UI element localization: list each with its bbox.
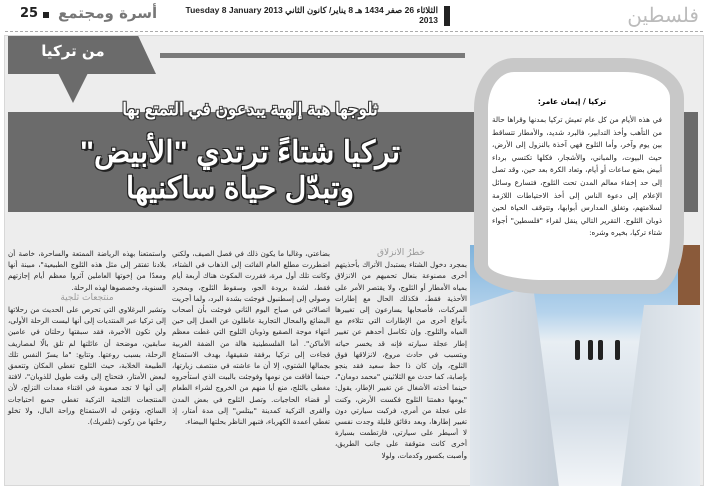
person-figure (598, 340, 603, 360)
person-figure (575, 340, 580, 360)
section-name: أسرة ومجتمع (58, 4, 158, 22)
person-figure (615, 340, 620, 360)
subtitle: ثلوجها هبة إلهية يبدعون في التمتع بها (122, 100, 378, 119)
issue-date: الثلاثاء 26 صفر 1434 هـ 8 يناير/ كانون الثاني 2013 Tuesday 8 January 2013 (185, 5, 438, 25)
rule-line (160, 53, 465, 58)
intro-text: في هذه الأيام من كل عام تعيش تركيا بمدنها وقراها حالة من التأهب وأخذ التدابير، فالبرد شديد، والأمطار تتساقط بين يوم وآخر، وأما الثلوج فهي آخذة بالنزول إلى الأرض، حيث البيوت، والمباني، والأشجار، فكلها تكتسي برداء أبيض بضع ساعات أو أيام، وتعاد الكرة بعد حين، وقد تصل إلى حد إخفاء معالم المدن تحت الثلوج، فتسارع وسائل الإعلام إلى دعوة الناس إلى أخذ الاحتياطات اللازمة لسلامتهم، وتغلق المدارس أبوابها، وتتوقف الحياة لحين ذوبان الثلوج. التقرير التالي ينقل لقراء "فلسطين" أجواء شتاء تركيا، بخيره وشره: (492, 115, 662, 238)
masthead (0, 0, 707, 30)
kicker: من تركيا (41, 42, 105, 60)
column-text: واستمتعنا بهذه الرياضة الممتعة والساحرة، خاصة أن بلادنا تفتقر إلى مثل هذه الثلوج الطبيعية"، مبينة أنها ومعدًا من إخوتها العاملين آثروا معظم أيام إجازتهم السنوية، وخصصوها لهذه الرحلة. (8, 249, 166, 292)
header-divider (5, 31, 703, 32)
snow-bank-right (620, 305, 700, 486)
page-number: 25 (20, 6, 39, 21)
article-column-1 (335, 248, 467, 461)
square-bullet-icon (43, 12, 49, 18)
headline-line-1: تركيا شتاءً ترتدي "الأبيض" (79, 136, 401, 169)
column-text: بضاعتي، وغالبا ما يكون ذلك في فصل الصيف، ولكني اضطررت مطلع العام الفائت إلى الذهاب في الشتاء، وكانت تلك أول مرة، فقررت المكوث هناك أربعة أيام فقط، لشدة برودة الجو، وسقوط الثلوج، وبمجرد وصولي إلى إسطنبول فوجئت بشدة البرد، ولما أجريت اتصالاتي في صباح اليوم الثاني فوجئت بأن أصحاب البضائع والمحال التجارية عاطلون عن العمل إلى حين انتهاء موجة الصقيع وذوبان الثلوج التي غطت معظم الأماكن". أما الفلسطينية هالة من الضفة الغربية فجاءت إلى تركيا برفقة شقيقها، بهدف الاستمتاع بجمالها الشتوي، إلا أن ما عاشته في منتصف زيارتها، حينما أفاقت من نومها وفوجئت بالبيت الذي استأجروه مغطى بالثلج، منع أيا منهم من الخروج لشراء الطعام أو قضاء الحاجيات. وتصل الثلوج في بعض المدن والقرى التركية كمدينة "بيتلس" إلى مدة أمتار، إذ تغطي أعمدة الكهرباء، فتبهر الناظر بحلتها البيضاء. (172, 249, 330, 427)
column-text: وتشير البرغلاوي التي تحرص على الحديث من رحلاتها إلى تركيا عبر المنتديات إلى أنها ليست الرحلة الأولى، ولن تكون الأخيرة، فقد سبقتها رحلتان في عامين سابقين، موضحة أن عائلتها لم تلق بالًا لمصاريف الرحلة، بسبب روعتها. وتتابع: "ما يسرّ النفس تلك الطبيعة الخلابة، حيث الثلوج تغطي المكان وتتعمق لبعض الأمتار، فتحتاج إلى وقت طويل للذوبان"، لافتة إلى أنها لا تجد صعوبة في اقتناء معدات التزلج، لأن المنتجعات الثلجية التركية تغطي جميع احتياجات السائح، وتؤمن له الاستمتاع وراحة البال، ولا تخلو رحلتها من ركوب (تلفريك). (8, 305, 166, 427)
article-column-2 (172, 248, 330, 427)
column-heading: خطرُ الانزلاق (377, 248, 425, 258)
snow-bank-left (470, 285, 560, 486)
byline: تركيا / إيمان عامر: (537, 97, 607, 106)
newspaper-logo: فلسطين (627, 3, 699, 27)
column-heading: منتجعات ثلجية (60, 292, 114, 303)
divider-bar (444, 6, 450, 26)
person-figure (588, 340, 593, 360)
column-text: بمجرد دخول الشتاء يستبدل الأتراك بأحذيتهم أخرى مصنوعة بنعال تحميهم من الانزلاق بمياه الأمطار أو الثلوج، ولا يقتصر الأمر على الأحذية فقط، فكذلك الحال مع إطارات المركبات، فأصحابها يسارعون إلى تغييرها بأنواع أخرى من الإطارات التي تتلاءم مع المياه والثلوج. وإن تكاسل أحدهم عن تغيير إطار عجلة سيارته فإنه قد يخسر حياته ويتسبب في حادث مروع، لانزلاقها فوق الثلوج، وإن كان ذا حظ سعيد فقد ينجو بإصابة، كما حدث مع الثلاثيني "محمد دومان"، حينما أخذته الأشغال عن تغيير الإطار، يقول: "يومها دهمتنا الثلوج فكست الأرض، وكنت على عجلة من أمري، فركبت سيارتي دون تغيير إطارها، وبعد دقائق قليلة وجدت نفسي لا أسيطر على سيارتي، فارتطمت بسيارة أخرى كانت متوقفة على جانب الطريق، وأصبت بكسور وكدمات، ولولا (335, 260, 467, 460)
article-column-3 (8, 248, 166, 427)
headline-line-2: وتبدّل حياة ساكنيها (125, 172, 355, 205)
